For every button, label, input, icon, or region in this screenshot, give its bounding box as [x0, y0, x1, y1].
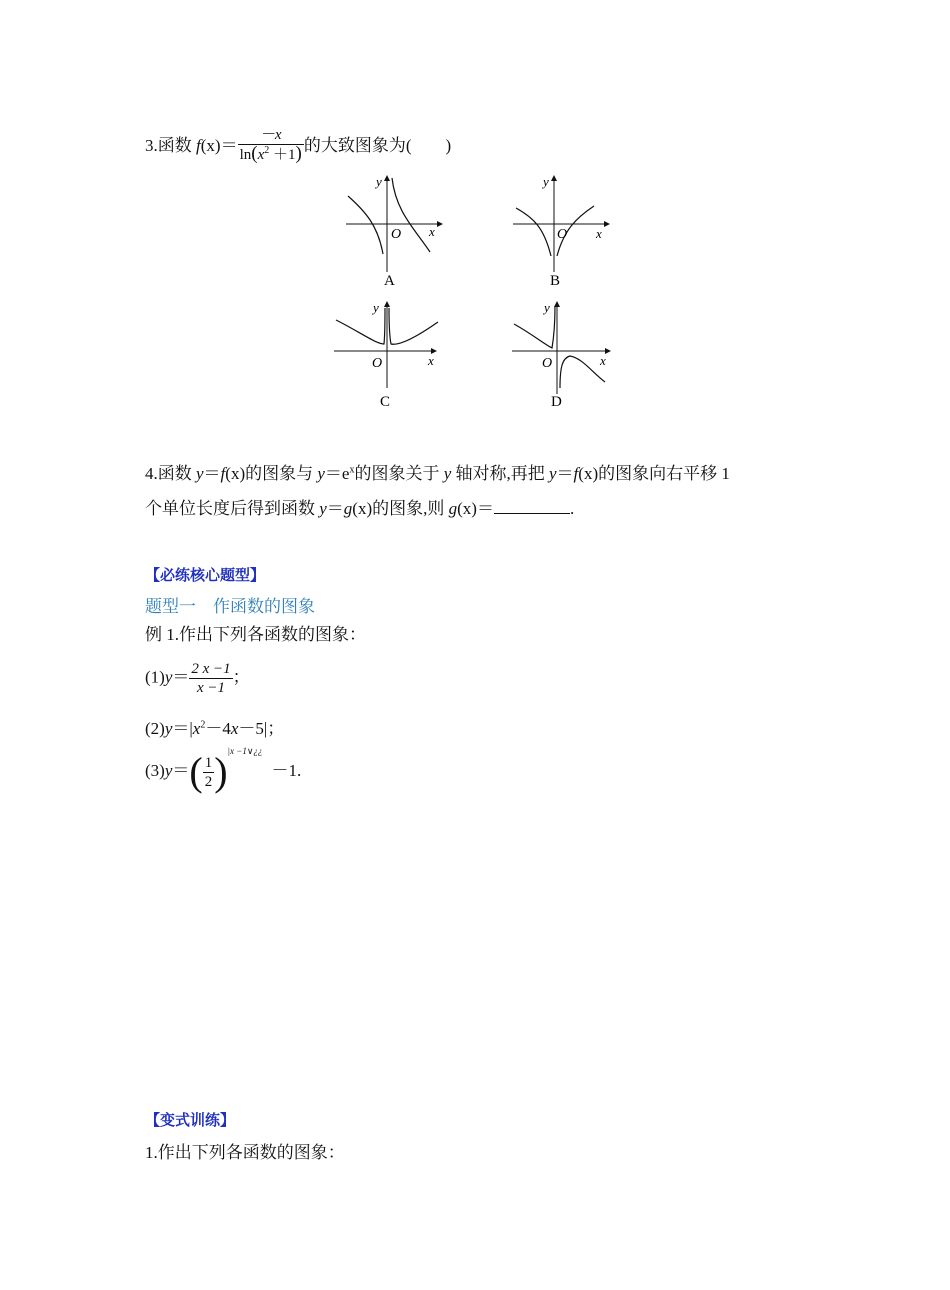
- graph-c-x-label: x: [428, 353, 434, 368]
- q3-denominator: $\ln(x^2 +1)$: [239, 143, 302, 164]
- item-1-fraction: [189, 660, 232, 697]
- graph-b-x-label: x: [596, 226, 602, 241]
- option-b-label: B: [550, 273, 561, 289]
- q3-eq: ＝: [220, 135, 238, 155]
- graph-c-origin: O: [372, 356, 383, 371]
- graph-d-origin: O: [542, 356, 553, 371]
- item-3-fraction: [203, 754, 215, 791]
- type-one-title: 题型一 作函数的图象: [145, 597, 315, 616]
- q3-x-arg: (x): [200, 135, 221, 155]
- q3-suffix: 的大致图象为(: [303, 135, 412, 155]
- graph-b: [513, 174, 609, 289]
- example-1-intro: 例 1.作出下列各函数的图象：: [145, 625, 366, 644]
- graph-d-x-label: x: [600, 353, 606, 368]
- section-core-title: 【必练核心题型】: [145, 567, 266, 584]
- q4-line-1: 4.函数 y＝f(x)的图象与 $y=e^x$的图象关于 y 轴对称,再把 y＝f(x)的图象向右平移 1: [145, 464, 730, 483]
- q3-numerator: －x: [259, 127, 282, 143]
- item-3-exponent: |x −1∨¿¿: [227, 745, 263, 756]
- graph-d-curve-right: [560, 356, 605, 388]
- graph-b-y-label: y: [543, 174, 549, 189]
- graph-d: [512, 300, 610, 410]
- graph-a-y-label: y: [376, 174, 382, 189]
- graph-a-curve-left: [348, 196, 383, 254]
- section-variant-title: 【变式训练】: [145, 1112, 236, 1129]
- example-1-item-2: $(2)y=|x^2-4x-5|$；: [145, 719, 285, 738]
- graph-c: [334, 300, 438, 410]
- graph-c-curve-right: [389, 308, 438, 344]
- option-a-label: A: [384, 273, 395, 289]
- q3-prefix: 3.函数: [145, 135, 196, 155]
- graph-a-origin: O: [391, 227, 402, 242]
- q3-graphs: [330, 168, 650, 418]
- graph-d-y-label: y: [544, 300, 550, 315]
- variant-1-intro: 1.作出下列各函数的图象：: [145, 1143, 345, 1162]
- item-3-denominator: 2: [204, 773, 213, 790]
- graph-b-origin: O: [557, 227, 568, 242]
- graph-c-y-label: y: [373, 300, 379, 315]
- q3-fraction: [238, 126, 304, 164]
- q3-close: ): [445, 135, 452, 155]
- item-1-denominator: x −1: [189, 678, 232, 697]
- item-1-numerator: 2 x −1: [191, 661, 231, 677]
- q3-line: [145, 128, 451, 166]
- option-c-label: C: [380, 394, 391, 410]
- option-d-label: D: [551, 394, 562, 410]
- q3-f: f: [196, 135, 201, 155]
- q4-answer-blank[interactable]: [494, 497, 570, 514]
- q4-line-2: 个单位长度后得到函数 y＝g(x)的图象,则 g(x)＝ .: [145, 499, 575, 518]
- graph-b-curve-left: [516, 208, 551, 256]
- graph-a-x-label: x: [429, 224, 435, 239]
- example-1-item-1: (1)y＝ $\frac{2 x -1}{x -1}$ ；: [145, 661, 250, 696]
- graph-a: [346, 174, 442, 289]
- item-3-numerator: 1: [204, 754, 213, 771]
- example-1-item-3: (3)y＝( $\frac{1}{2}$ )|x −1∨¿¿－1.: [145, 752, 301, 792]
